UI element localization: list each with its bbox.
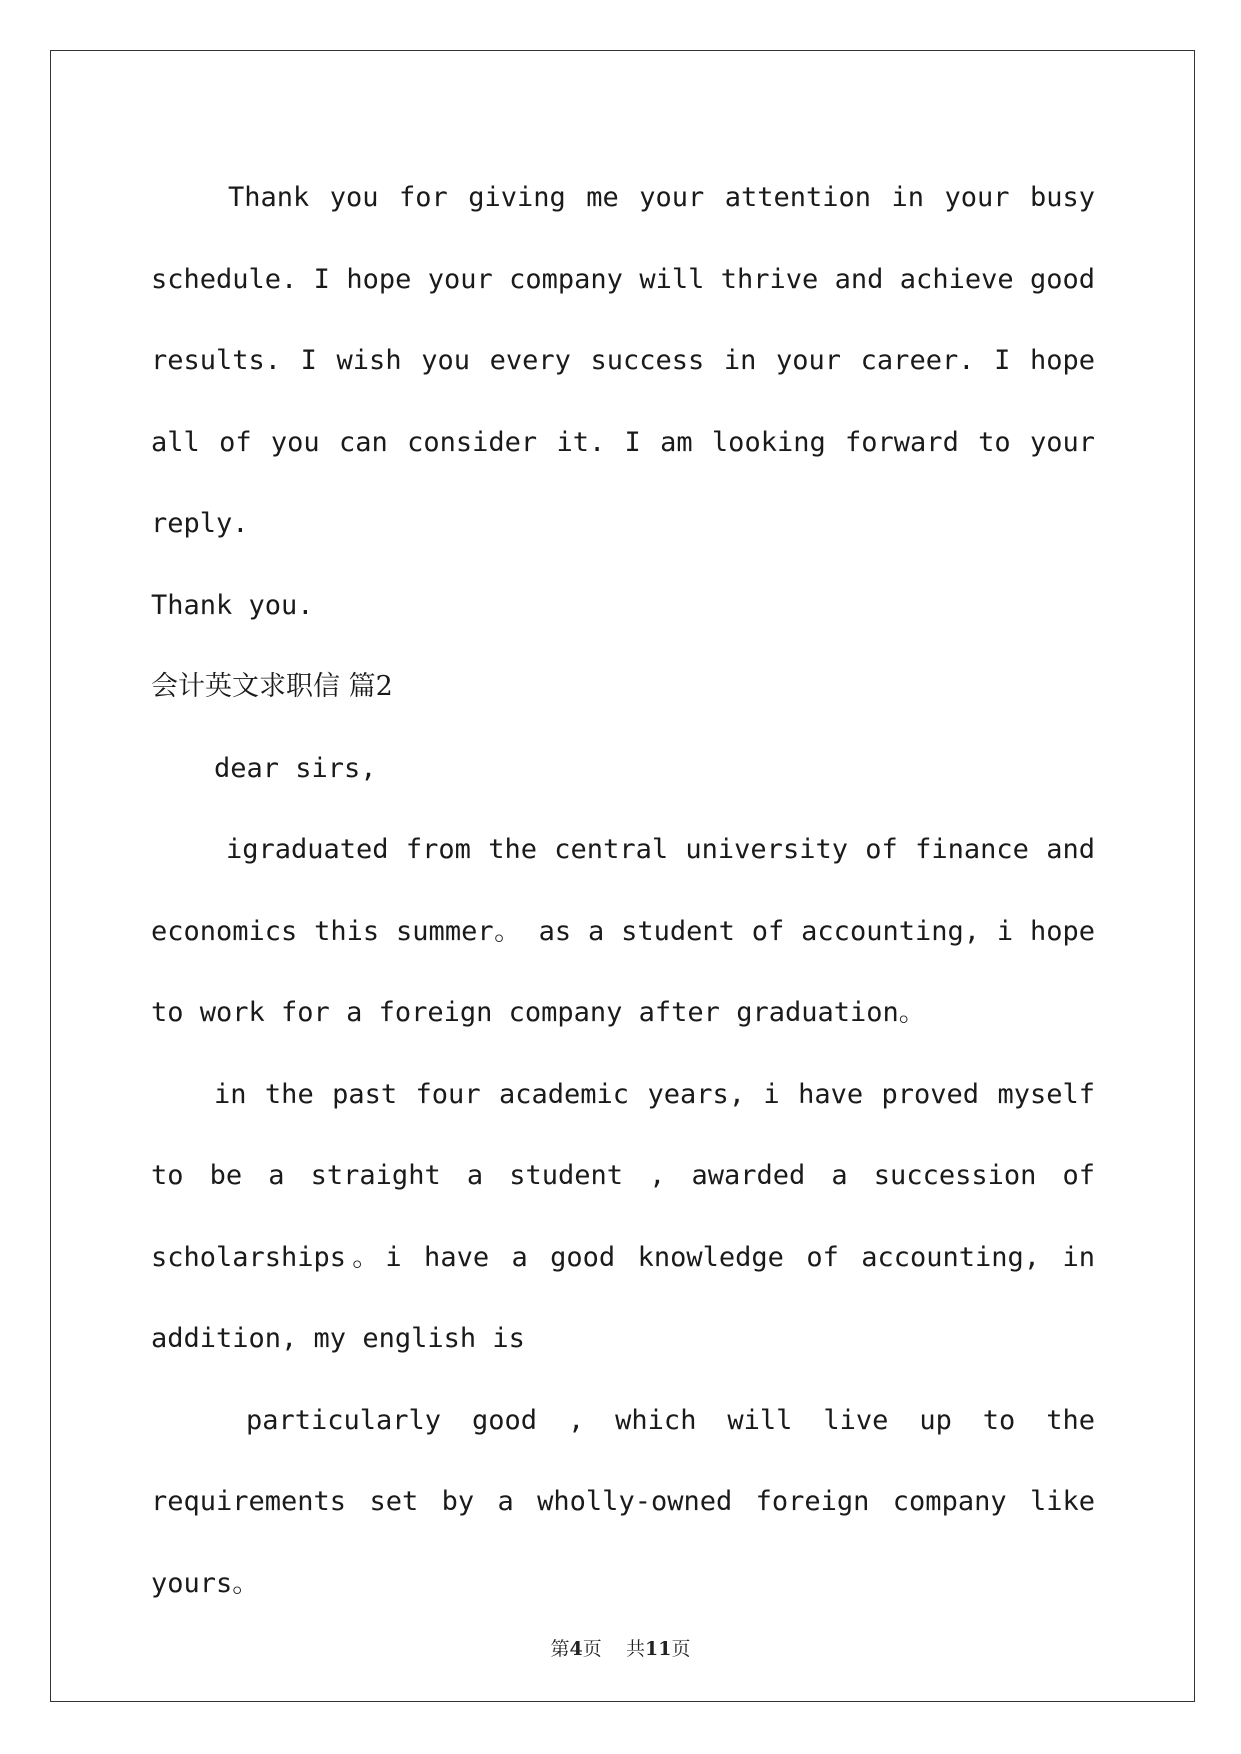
paragraph-graduation: igraduated from the central university of finance and economics this summer。 as a student of accounting, i hope to work for a foreign company after graduation。: [151, 834, 1095, 1028]
footer-total-prefix: 共: [625, 1638, 645, 1660]
document-body: [151, 157, 1095, 1624]
footer-total-pages: 11: [644, 1638, 672, 1660]
paragraph-thanks: Thank you.: [151, 589, 314, 621]
page-footer: [0, 1634, 1241, 1661]
footer-page-number: 4: [569, 1638, 583, 1660]
paragraph-closing: Thank you for giving me your attention in your busy schedule. I hope your company will thrive and achieve good results. I wish you every success in your career. I hope all of you can consider it. I am looking forward to your reply.: [151, 182, 1095, 539]
footer-total-label: 页: [671, 1638, 691, 1660]
footer-prefix: 第: [550, 1638, 570, 1660]
paragraph-english: particularly good , which will live up to the requirements set by a wholly-owned foreign company like yours。: [151, 1404, 1095, 1599]
footer-page-label: 页: [582, 1638, 602, 1660]
section-heading: 会计英文求职信 篇2: [151, 671, 393, 702]
paragraph-academic: in the past four academic years, i have proved myself to be a straight a student , awarded a succession of scholarships。i have a good knowledge of accounting, in addition, my english is: [151, 1078, 1095, 1354]
salutation: dear sirs,: [214, 752, 377, 784]
